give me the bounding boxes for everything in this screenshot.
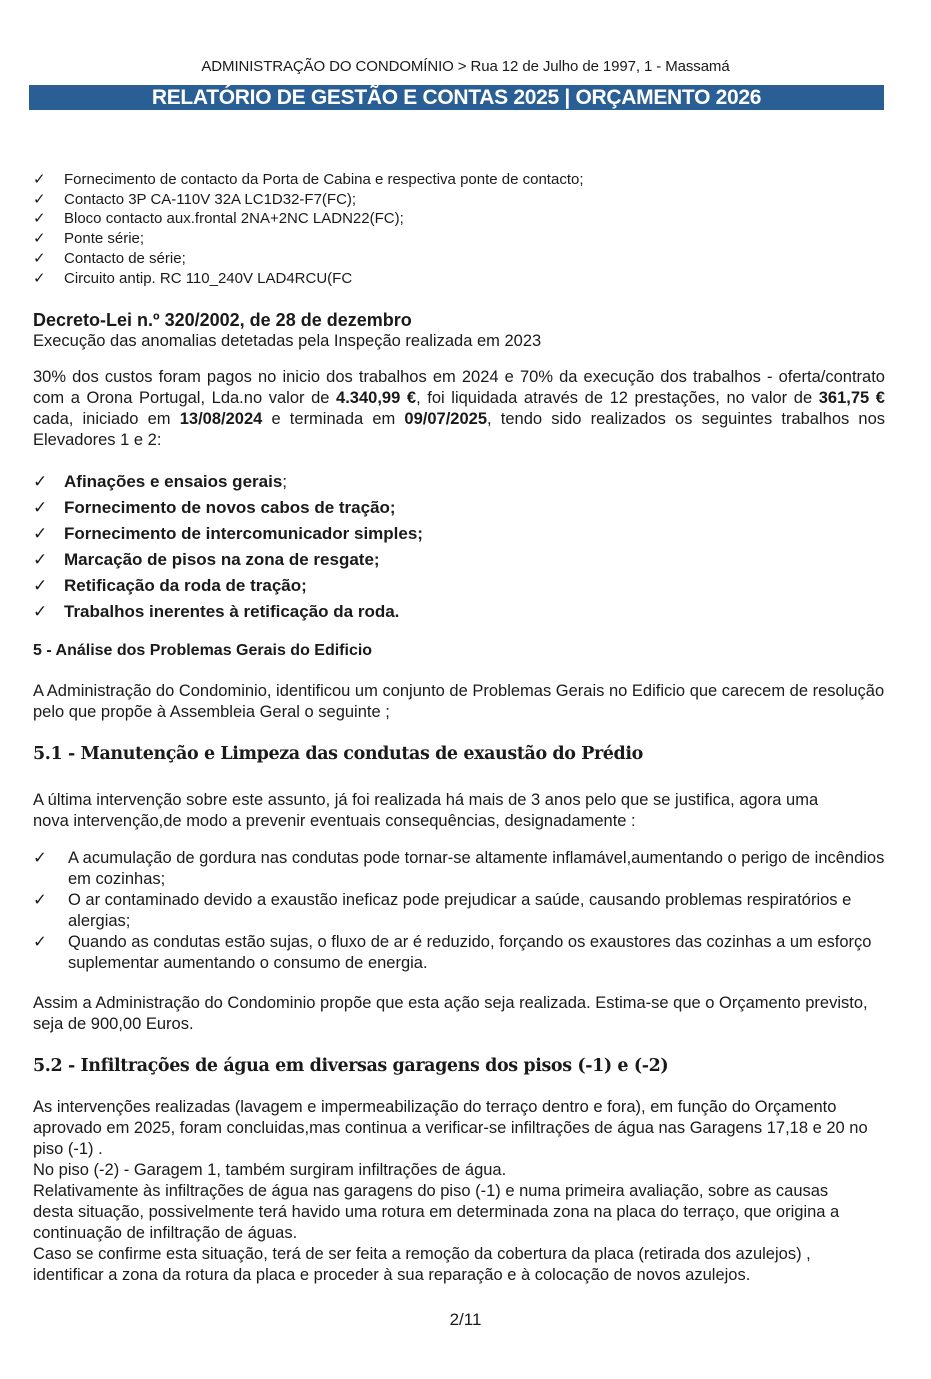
elevator-works-list bbox=[33, 469, 893, 625]
checkmark-icon: ✓ bbox=[33, 498, 48, 517]
checkmark-icon: ✓ bbox=[33, 933, 47, 951]
installment-amount: 361,75 € bbox=[818, 389, 885, 407]
checkmark-icon: ✓ bbox=[33, 171, 46, 188]
checkmark-icon: ✓ bbox=[33, 269, 46, 287]
report-title-banner: RELATÓRIO DE GESTÃO E CONTAS 2025 | ORÇAMENTO 2026 bbox=[29, 85, 884, 110]
section-5-1-heading: 5.1 - Manutenção e Limpeza das condutas de exaustão do Prédio bbox=[33, 744, 643, 764]
parts-list-block bbox=[33, 170, 893, 288]
section-5-intro: A Administração do Condominio, identificou um conjunto de Problemas Gerais no Edificio que carecem de resolução pelo que propõe à Assembleia Geral o seguinte ; bbox=[33, 682, 885, 721]
decree-subtitle: Execução das anomalias detetadas pela Inspeção realizada em 2023 bbox=[33, 332, 542, 350]
decree-block bbox=[33, 309, 893, 352]
end-date: 09/07/2025 bbox=[404, 410, 488, 428]
parts-checklist bbox=[33, 170, 893, 288]
section-5-2-body bbox=[33, 1097, 873, 1286]
start-date: 13/08/2024 bbox=[179, 410, 263, 428]
list-item: ✓ Quando as condutas estão sujas, o fluxo de ar é reduzido, forçando os exaustores das cozinhas a um esforço suplementar aumentando o consumo de energia. bbox=[33, 933, 872, 972]
list-item: ✓ Circuito antip. RC 110_240V LAD4RCU(FC bbox=[33, 269, 353, 287]
list-item: ✓ Fornecimento de intercomunicador simples; bbox=[33, 521, 893, 547]
list-item: ✓ Fornecimento de novos cabos de tração; bbox=[33, 495, 893, 521]
list-item: ✓ Afinações e ensaios gerais; bbox=[33, 469, 893, 495]
checkmark-icon: ✓ bbox=[33, 891, 47, 909]
paragraph-line: Relativamente às infiltrações de água nas garagens do piso (-1) e numa primeira avaliação, sobre as causas desta situação, possivelmente terá havido uma rotura em determinada zona na placa do terraço, que origina a continuação de infiltração de águas. bbox=[33, 1182, 840, 1242]
section-5-1-conclusion: Assim a Administração do Condominio propõe que esta ação seja realizada. Estima-se que o Orçamento previsto, seja de 900,00 Euros. bbox=[33, 994, 868, 1033]
document-header-breadcrumb: ADMINISTRAÇÃO DO CONDOMÍNIO > Rua 12 de Julho de 1997, 1 - Massamá bbox=[201, 58, 730, 75]
list-item: ✓ Retificação da roda de tração; bbox=[33, 573, 893, 599]
list-item: ✓ Contacto de série; bbox=[33, 249, 186, 267]
decree-title: Decreto-Lei n.º 320/2002, de 28 de dezembro bbox=[33, 310, 412, 330]
section-5-2-heading: 5.2 - Infiltrações de água em diversas garagens dos pisos (-1) e (-2) bbox=[33, 1056, 669, 1076]
list-item: ✓ Marcação de pisos na zona de resgate; bbox=[33, 547, 893, 573]
section-5-1-list-block bbox=[33, 848, 888, 974]
checkmark-icon: ✓ bbox=[33, 524, 48, 543]
page-number: 2/11 bbox=[449, 1310, 482, 1329]
paragraph-line: As intervenções realizadas (lavagem e impermeabilização do terraço dentro e fora), em função do Orçamento aprovado em 2025, foram concluidas,mas continua a verificar-se infiltrações de água nas Garagens 17,18 e 20 no piso (-1) . bbox=[33, 1098, 868, 1158]
section-5-1-intro: A última intervenção sobre este assunto, já foi realizada há mais de 3 anos pelo que se justifica, agora uma nova intervenção,de modo a prevenir eventuais consequências, designadamente : bbox=[33, 791, 819, 830]
checkmark-icon: ✓ bbox=[33, 602, 48, 621]
checkmark-icon: ✓ bbox=[33, 849, 47, 867]
section-5-heading: 5 - Análise dos Problemas Gerais do Edificio bbox=[33, 642, 373, 659]
checkmark-icon: ✓ bbox=[33, 576, 48, 595]
list-item: ✓ Bloco contacto aux.frontal 2NA+2NC LADN22(FC); bbox=[33, 210, 404, 228]
total-amount: 4.340,99 € bbox=[336, 389, 417, 407]
checkmark-icon: ✓ bbox=[33, 190, 46, 208]
elevator-works-block bbox=[33, 469, 893, 625]
decree-paragraph: 30% dos custos foram pagos no inicio dos trabalhos em 2024 e 70% da execução dos trabalhos - oferta/contrato com a Orona Portugal, Lda.no valor de 4.340,99 €, foi liquidada através de 12 prestações, no valor de 361,75 € cada, iniciado em 13/08/2024 e terminada em 09/07/2025, tendo sido realizados os seguintes trabalhos nos Elevadores 1 e 2: bbox=[33, 368, 886, 449]
list-item: ✓ Trabalhos inerentes à retificação da roda. bbox=[33, 599, 893, 625]
checkmark-icon: ✓ bbox=[33, 210, 46, 228]
list-item: ✓ Contacto 3P CA-110V 32A LC1D32-F7(FC); bbox=[33, 190, 357, 208]
paragraph-line: No piso (-2) - Garagem 1, também surgiram infiltrações de água. bbox=[33, 1161, 507, 1179]
list-item: ✓ A acumulação de gordura nas condutas pode tornar-se altamente inflamável,aumentando o perigo de incêndios em cozinhas; bbox=[33, 849, 885, 888]
checkmark-icon: ✓ bbox=[33, 472, 48, 491]
list-item: ✓ O ar contaminado devido a exaustão ineficaz pode prejudicar a saúde, causando problemas respiratórios e alergias; bbox=[33, 891, 852, 930]
list-item: ✓ Ponte série; bbox=[33, 230, 145, 248]
consequences-list bbox=[33, 848, 888, 974]
checkmark-icon: ✓ bbox=[33, 550, 48, 569]
paragraph-line: Caso se confirme esta situação, terá de ser feita a remoção da cobertura da placa (retirada dos azulejos) , identificar a zona da rotura da placa e proceder à sua reparação e à colocação de novos azulejos. bbox=[33, 1245, 811, 1284]
checkmark-icon: ✓ bbox=[33, 249, 46, 267]
checkmark-icon: ✓ bbox=[33, 230, 46, 248]
list-item: ✓ Fornecimento de contacto da Porta de Cabina e respectiva ponte de contacto; bbox=[33, 171, 584, 188]
